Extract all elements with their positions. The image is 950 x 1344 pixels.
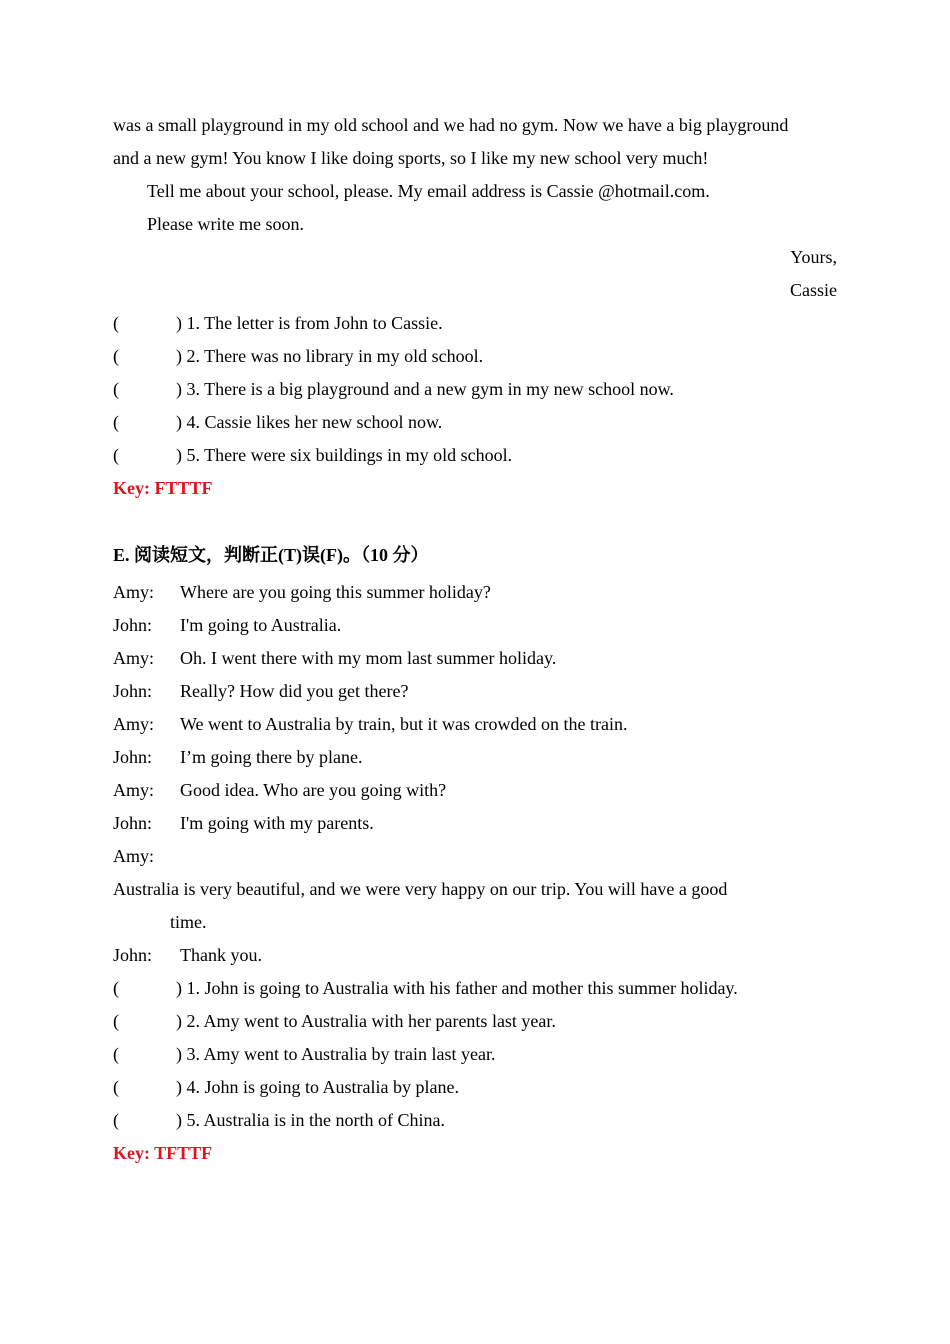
dialogue-line [0,647,950,669]
question-text: ) 3. Amy went to Australia by train last year. [176,1044,496,1064]
question-item [0,977,950,999]
question-item [0,411,950,433]
question-item [0,444,950,466]
dialogue-line [0,746,950,768]
amy-long-line-2: time. [170,912,207,932]
question-text: ) 4. John is going to Australia by plane. [176,1077,459,1097]
answer-blank[interactable]: ( [113,412,119,432]
utterance: Good idea. Who are you going with? [180,780,447,800]
answer-key: Key: FTTTF [113,478,213,498]
letter-signature: Cassie [790,280,837,300]
question-text: ) 4. Cassie likes her new school now. [176,412,443,432]
dialogue-line [0,614,950,636]
question-item [0,312,950,334]
speaker: Amy: [113,714,155,734]
question-item [0,378,950,400]
utterance: Really? How did you get there? [180,681,409,701]
speaker: Amy: [113,582,155,602]
speaker: John: [113,747,153,767]
answer-blank[interactable]: ( [113,1044,119,1064]
answer-blank[interactable]: ( [113,445,119,465]
speaker: Amy: [113,846,155,866]
answer-blank[interactable]: ( [113,1110,119,1130]
answer-blank[interactable]: ( [113,346,119,366]
answer-blank[interactable]: ( [113,978,119,998]
dialogue-line [0,812,950,834]
answer-blank[interactable]: ( [113,379,119,399]
letter-line-1: was a small playground in my old school and we had no gym. Now we have a big playground [113,115,789,135]
letter-line-4: Please write me soon. [147,214,304,234]
speaker: John: [113,813,153,833]
letter-line-2: and a new gym! You know I like doing sports, so I like my new school very much! [113,148,709,168]
utterance: Thank you. [180,945,262,965]
utterance: We went to Australia by train, but it was crowded on the train. [180,714,628,734]
utterance: I'm going with my parents. [180,813,374,833]
speaker: Amy: [113,648,155,668]
speaker: John: [113,681,153,701]
dialogue-line [0,944,950,966]
question-text: ) 5. Australia is in the north of China. [176,1110,445,1130]
answer-key: Key: TFTTF [113,1143,213,1163]
dialogue-line [0,680,950,702]
question-text: ) 2. There was no library in my old school. [176,346,484,366]
utterance: Oh. I went there with my mom last summer holiday. [180,648,557,668]
question-text: ) 3. There is a big playground and a new gym in my new school now. [176,379,674,399]
letter-closing: Yours, [790,247,837,267]
section-heading: E. 阅读短文，判断正(T)误(F)。（10 分） [113,545,429,565]
dialogue-line [0,581,950,603]
question-item [0,1109,950,1131]
answer-blank[interactable]: ( [113,1077,119,1097]
question-item [0,1010,950,1032]
speaker: John: [113,945,153,965]
answer-blank[interactable]: ( [113,1011,119,1031]
answer-blank[interactable]: ( [113,313,119,333]
dialogue-line [0,713,950,735]
speaker: Amy: [113,780,155,800]
question-text: ) 1. The letter is from John to Cassie. [176,313,443,333]
question-text: ) 2. Amy went to Australia with her parents last year. [176,1011,556,1031]
question-item [0,1043,950,1065]
question-text: ) 5. There were six buildings in my old school. [176,445,513,465]
letter-line-3: Tell me about your school, please. My email address is Cassie @hotmail.com. [147,181,710,201]
question-item [0,345,950,367]
utterance: I'm going to Australia. [180,615,342,635]
utterance: I’m going there by plane. [180,747,363,767]
utterance: Where are you going this summer holiday? [180,582,491,602]
dialogue-line [0,779,950,801]
question-text: ) 1. John is going to Australia with his father and mother this summer holiday. [176,978,738,998]
question-item [0,1076,950,1098]
amy-long-line-1: Australia is very beautiful, and we were very happy on our trip. You will have a good [113,879,728,899]
dialogue-line [0,845,950,867]
speaker: John: [113,615,153,635]
